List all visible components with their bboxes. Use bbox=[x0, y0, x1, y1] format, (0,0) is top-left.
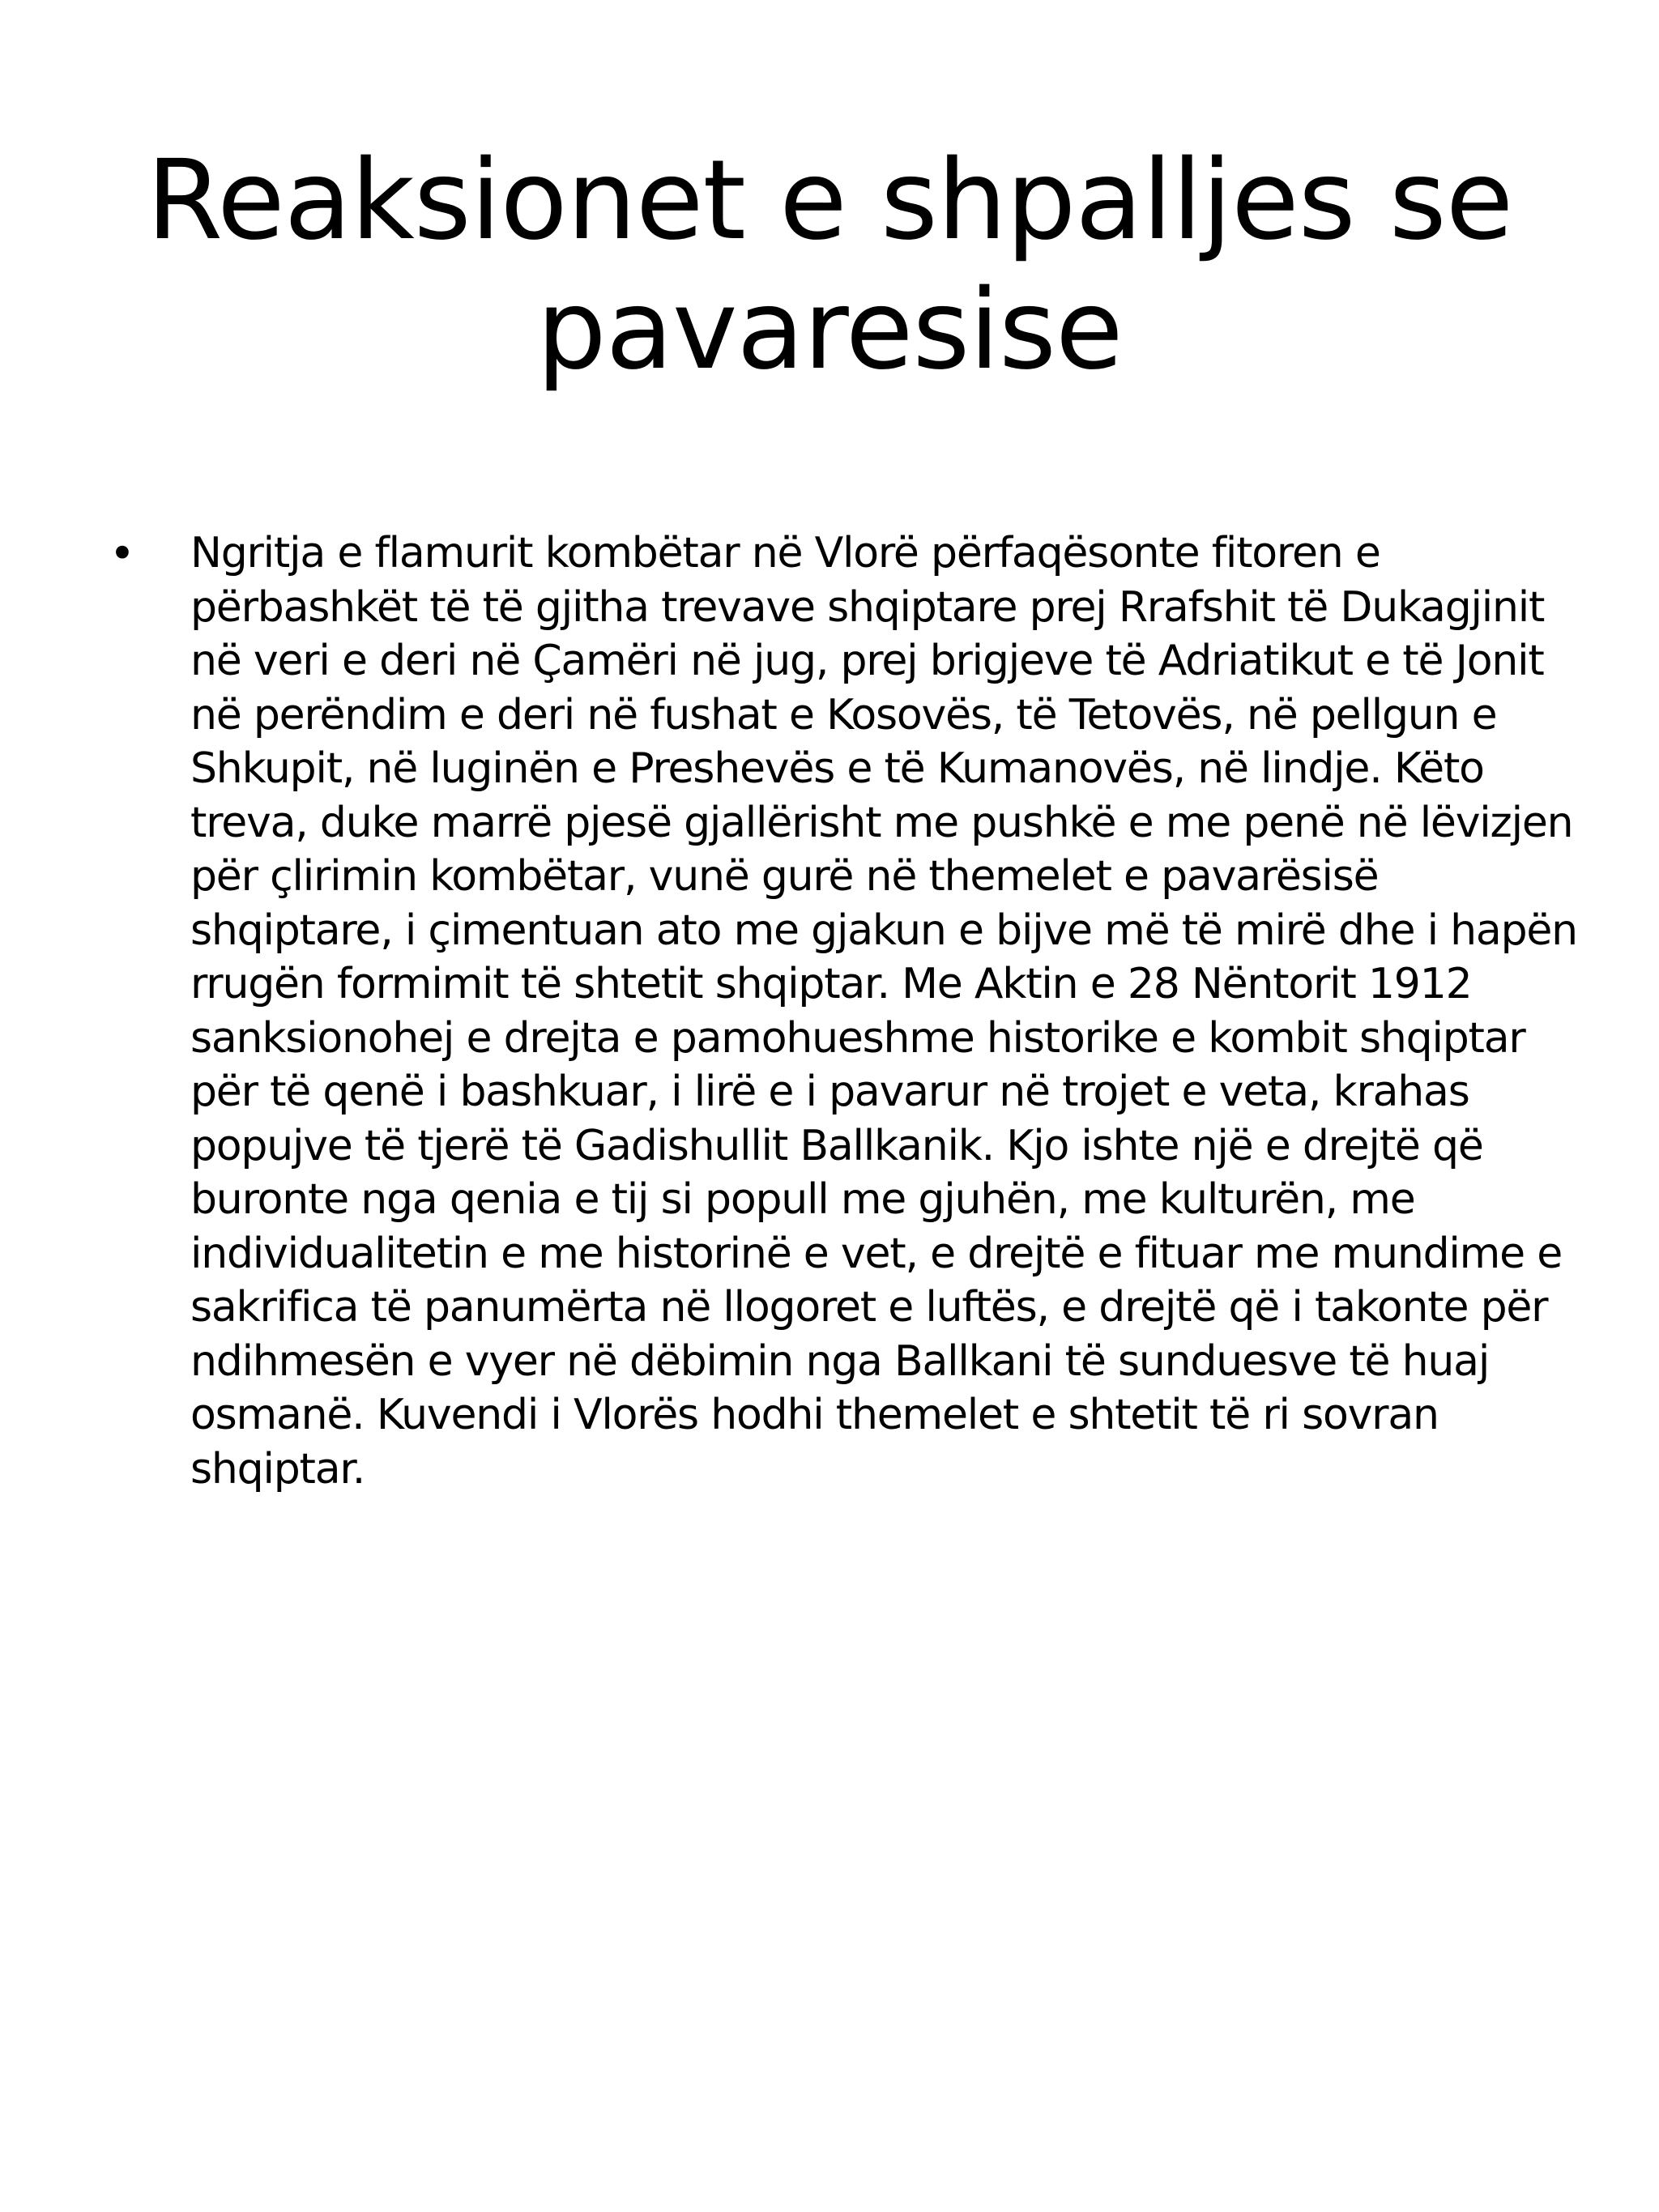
bullet-list bbox=[109, 526, 1584, 1496]
bullet-marker: • bbox=[109, 528, 135, 579]
bullet-text: Ngritja e flamurit kombëtar në Vlorë përfaqësonte fitoren e përbashkët të të gjitha trevave shqiptare prej Rrafshit të Dukagjinit në veri e deri në Çamëri në jug, prej brigjeve të Adriatikut e të Jonit në perëndim e deri në fushat e Kosovës, të Tetovës, në pellgun e Shkupit, në luginën e Preshevës e të Kumanovës, në lindje. Këto treva, duke marrë pjesë gjallërisht me pushkë e me penë në lëvizjen për çlirimin kombëtar, vunë gurë në themelet e pavarësisë shqiptare, i çimentuan ato me gjakun e bijve më të mirë dhe i hapën rrugën formimit të shtetit shqiptar. Me Aktin e 28 Nëntorit 1912 sanksionohej e drejta e pamohueshme historike e kombit shqiptar për të qenë i bashkuar, i lirë e i pavarur në trojet e veta, krahas popujve të tjerë të Gadishullit Ballkanik. Kjo ishte një e drejtë që buronte nga qenia e tij si popull me gjuhën, me kulturën, me individualitetin e me historinë e vet, e drejtë e fituar me mundime e sakrifica të panumërta në llogoret e luftës, e drejtë që i takonte për ndihmesën e vyer në dëbimin nga Ballkani të sunduesve të huaj osmanë. Kuvendi i Vlorës hodhi themelet e shtetit të ri sovran shqiptar. bbox=[190, 529, 1577, 1494]
slide-title: Reaksionet e shpalljes se pavaresise bbox=[146, 137, 1513, 394]
bullet-item bbox=[109, 526, 1584, 1496]
